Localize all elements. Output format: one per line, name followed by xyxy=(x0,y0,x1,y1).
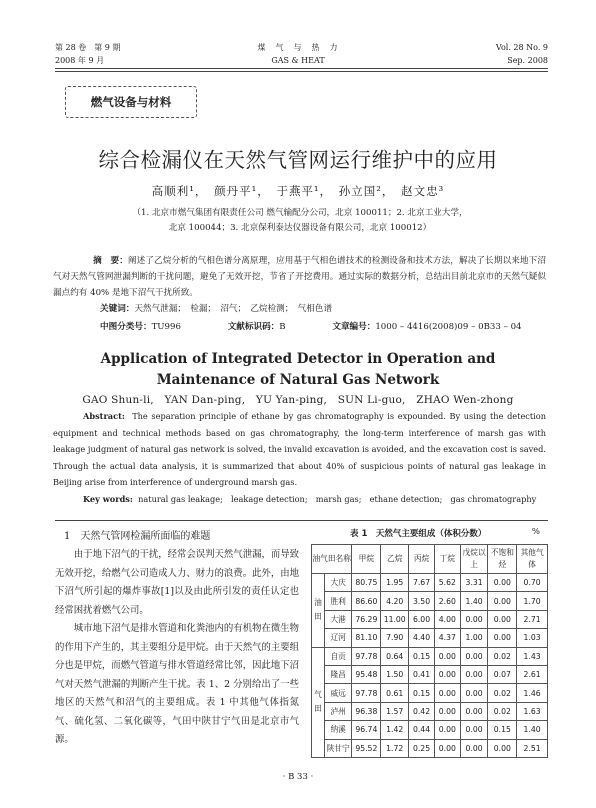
table-cell: 2.51 xyxy=(517,739,548,757)
table-header-row xyxy=(312,545,548,574)
gas-composition-table xyxy=(311,544,548,758)
journal-volume: 第 28 卷 第 9 期 xyxy=(55,43,121,52)
article-no-value: 1000 – 4416(2008)09 – 0B33 – 04 xyxy=(375,322,522,332)
doc-code-label: 文献标识码： xyxy=(227,322,280,332)
table-cell: 97.78 xyxy=(352,684,381,702)
table-cell: 0.61 xyxy=(381,684,409,702)
table-row xyxy=(312,702,548,720)
table-row xyxy=(312,721,548,739)
table-unit: % xyxy=(531,527,540,537)
table-cell: 0.00 xyxy=(488,574,517,592)
table-cell: 0.00 xyxy=(434,739,460,757)
table-cell: 0.44 xyxy=(409,721,435,739)
table-cell: 0.00 xyxy=(434,665,460,683)
paragraph-2: 城市地下沼气是排水管道和化粪池内的有机物在微生物的作用下产生的，其主要组分是甲烷。由于天然气的主要组分也是甲烷，而燃气管道与排水管道经常比邻，因此地下沼气对天然气泄漏的判断产生干扰。表 1、2 分别给出了一些地区的天然气和沼气的主要组成。表 1 中其他气体指氮气、硫化氢、二氧化碳等，气田中陕甘宁气田是北京市气源。 xyxy=(55,623,299,745)
header-rule-second xyxy=(55,71,548,72)
table-cell: 97.78 xyxy=(352,647,381,665)
table-cell: 0.70 xyxy=(517,574,548,592)
table-header-cell: 其他气体 xyxy=(517,545,548,574)
table-cell: 0.00 xyxy=(434,721,460,739)
table-body xyxy=(312,574,548,758)
authors-en: GAO Shun-li, YAN Dan-ping, YU Yan-ping, SUN Li-guo, ZHAO Wen-zhong xyxy=(82,394,514,406)
clc-label: 中图分类号： xyxy=(100,322,152,332)
section-label: 燃气设备与材料 xyxy=(90,95,172,109)
table-cell: 0.00 xyxy=(460,739,488,757)
table-cell: 1.72 xyxy=(381,739,409,757)
keywords-cn xyxy=(100,302,332,314)
table-cell: 0.00 xyxy=(460,721,488,739)
table-header-cell: 油气田名称 xyxy=(312,545,352,574)
table-cell: 0.00 xyxy=(434,647,460,665)
table-row xyxy=(312,629,548,647)
table-cell: 95.48 xyxy=(352,665,381,683)
table-cell: 81.10 xyxy=(352,629,381,647)
abstract-en-label: Abstract: xyxy=(83,411,125,421)
table-cell: 0.15 xyxy=(409,647,435,665)
table-cell: 0.25 xyxy=(409,739,435,757)
journal-volume-en: Vol. 28 No. 9 xyxy=(495,43,548,52)
section-label-box xyxy=(65,86,197,118)
table-row-name: 隆昌 xyxy=(324,665,352,683)
keywords-text: 天然气泄漏； 检漏； 沼气； 乙烷检测； 气相色谱 xyxy=(134,304,333,314)
table-cell: 0.00 xyxy=(488,610,517,628)
title-cn: 综合检漏仪在天然气管网运行维护中的应用 xyxy=(98,148,498,172)
table-cell: 2.61 xyxy=(517,665,548,683)
doc-code-value: B xyxy=(279,322,286,332)
table-header-cell: 丙烷 xyxy=(409,545,435,574)
table-cell: 1.00 xyxy=(460,629,488,647)
table-cell: 11.00 xyxy=(381,610,409,628)
table-header-cell: 丁烷 xyxy=(434,545,460,574)
table-cell: 0.02 xyxy=(488,702,517,720)
abstract-en xyxy=(53,408,546,507)
table-cell: 0.64 xyxy=(381,647,409,665)
authors-cn: 高顺利¹， 颜丹平¹， 于燕平¹， 孙立国²， 赵文忠³ xyxy=(151,184,445,198)
table-row-name: 纳溪 xyxy=(324,721,352,739)
table-row-name: 辽河 xyxy=(324,629,352,647)
table-header-cell: 乙烷 xyxy=(381,545,409,574)
affiliations xyxy=(70,206,530,236)
table-cell: 0.00 xyxy=(488,739,517,757)
table-cell: 0.02 xyxy=(488,684,517,702)
table-cell: 4.40 xyxy=(409,629,435,647)
table-cell: 1.95 xyxy=(381,574,409,592)
table-cell: 4.37 xyxy=(434,629,460,647)
table-group-label: 油田 xyxy=(312,574,325,648)
page-number: · B 33 · xyxy=(282,772,314,782)
table-cell: 0.07 xyxy=(488,665,517,683)
table-cell: 6.00 xyxy=(409,610,435,628)
table-cell: 2.71 xyxy=(517,610,548,628)
table-cell: 5.62 xyxy=(434,574,460,592)
table-header-cell: 不饱和烃 xyxy=(488,545,517,574)
paragraph-1: 由于地下沼气的干扰，经常会误判天然气泄漏，而导致无效开挖，给燃气公司造成人力、财力的浪费。此外，由地下沼气所引起的爆炸事故[1]以及由此所引发的责任认定也经常困扰着燃气公司。 xyxy=(55,549,299,616)
table-caption-text: 表 1 天然气主要组成（体积分数） xyxy=(350,529,487,539)
table-row-name: 陕甘宁 xyxy=(324,739,352,757)
table-header-cell: 甲烷 xyxy=(352,545,381,574)
table-cell: 4.20 xyxy=(381,592,409,610)
table-cell: 1.57 xyxy=(381,702,409,720)
table-cell: 1.50 xyxy=(381,665,409,683)
abstract-label: 摘 要： xyxy=(93,256,128,266)
table-cell: 0.00 xyxy=(460,702,488,720)
table-cell: 1.40 xyxy=(460,592,488,610)
keywords-en-label: Key words: xyxy=(83,493,133,504)
table-cell: 0.00 xyxy=(460,665,488,683)
table-row-name: 大港 xyxy=(324,610,352,628)
table-cell: 96.38 xyxy=(352,702,381,720)
keywords-label: 关键词： xyxy=(100,304,135,314)
header-rule xyxy=(55,68,548,69)
table-row xyxy=(312,647,548,665)
clc-value: TU996 xyxy=(151,322,181,332)
table-row xyxy=(312,684,548,702)
table-cell: 76.29 xyxy=(352,610,381,628)
table-cell: 0.00 xyxy=(460,647,488,665)
table-cell: 1.70 xyxy=(517,592,548,610)
table-cell: 0.00 xyxy=(460,610,488,628)
table-row xyxy=(312,610,548,628)
table-cell: 1.63 xyxy=(517,702,548,720)
table-cell: 0.00 xyxy=(488,629,517,647)
body-rule xyxy=(55,520,548,521)
section-heading-1: 1 天然气管网检漏所面临的难题 xyxy=(64,531,211,542)
table-cell: 0.15 xyxy=(409,684,435,702)
table-cell: 0.02 xyxy=(488,647,517,665)
table-group-label: 气田 xyxy=(312,647,325,757)
table-cell: 0.00 xyxy=(488,592,517,610)
table-cell: 1.40 xyxy=(517,721,548,739)
abstract-text: 阐述了乙烷分析的气相色谱分离原理，应用基于气相色谱技术的检测设备和技术方法，解决了长期以来地下沼气对天然气管网泄漏判断的干扰问题，避免了无效开挖，节省了开挖费用。通过实际的数据分析，总结出目前北京市的天然气疑似漏点约有 40% 是地下沼气干扰所致。 xyxy=(53,256,546,298)
table-row xyxy=(312,665,548,683)
affiliation-line-2: 北京 100044；3. 北京保利泰达仪器设备有限公司，北京 100012） xyxy=(168,223,432,233)
table-row-name: 自贡 xyxy=(324,647,352,665)
table-row xyxy=(312,592,548,610)
journal-name-cn: 煤 气 与 热 力 xyxy=(257,43,339,52)
table-row-name: 威远 xyxy=(324,684,352,702)
table-cell: 0.41 xyxy=(409,665,435,683)
table-cell: 3.50 xyxy=(409,592,435,610)
table-cell: 96.74 xyxy=(352,721,381,739)
classification-line xyxy=(100,320,566,332)
table-cell: 4.00 xyxy=(434,610,460,628)
table-cell: 86.60 xyxy=(352,592,381,610)
table-cell: 95.52 xyxy=(352,739,381,757)
table-row-name: 大庆 xyxy=(324,574,352,592)
table-cell: 1.03 xyxy=(517,629,548,647)
title-en: Application of Integrated Detector in Operation and Maintenance of Natural Gas Network xyxy=(100,351,496,388)
table-cell: 1.43 xyxy=(517,647,548,665)
table-cell: 1.46 xyxy=(517,684,548,702)
table-row xyxy=(312,739,548,757)
body-column-left xyxy=(55,546,299,750)
table-cell: 0.15 xyxy=(488,721,517,739)
table-cell: 2.60 xyxy=(434,592,460,610)
table-cell: 7.67 xyxy=(409,574,435,592)
table-row xyxy=(312,574,548,592)
affiliation-line-1: （1. 北京市燃气集团有限责任公司 燃气输配分公司，北京 100011；2. 北京工业大学， xyxy=(132,208,468,218)
table-cell: 0.00 xyxy=(434,684,460,702)
table-row-name: 泸州 xyxy=(324,702,352,720)
table-cell: 3.31 xyxy=(460,574,488,592)
table-cell: 7.90 xyxy=(381,629,409,647)
abstract-cn xyxy=(53,253,546,301)
table-cell: 0.42 xyxy=(409,702,435,720)
table-cell: 0.00 xyxy=(460,684,488,702)
table-cell: 1.42 xyxy=(381,721,409,739)
journal-date-en: Sep. 2008 xyxy=(507,56,548,65)
article-no-label: 文章编号： xyxy=(332,322,376,332)
table-header-cell: 戊烷以上 xyxy=(460,545,488,574)
table-cell: 80.75 xyxy=(352,574,381,592)
table-row-name: 胜利 xyxy=(324,592,352,610)
abstract-en-text: The separation principle of ethane by gas chromatography is expounded. By using the detection equipment and technical methods based on gas chromatography, the long-term interference of marsh gas with leakage judgment of natural gas network is solved, the invalid excavation is avoided, and the excavation cost is saved. Through the actual data analysis, it is summarized that about 40% of suspicious points of natural gas leakage in Beijing arise from interference of underground marsh gas. xyxy=(53,411,546,487)
table-cell: 0.00 xyxy=(434,702,460,720)
journal-name-en: GAS & HEAT xyxy=(271,56,325,65)
journal-date: 2008 年 9 月 xyxy=(55,56,105,65)
keywords-en-text: natural gas leakage; leakage detection; marsh gas; ethane detection; gas chromatography xyxy=(138,493,537,504)
